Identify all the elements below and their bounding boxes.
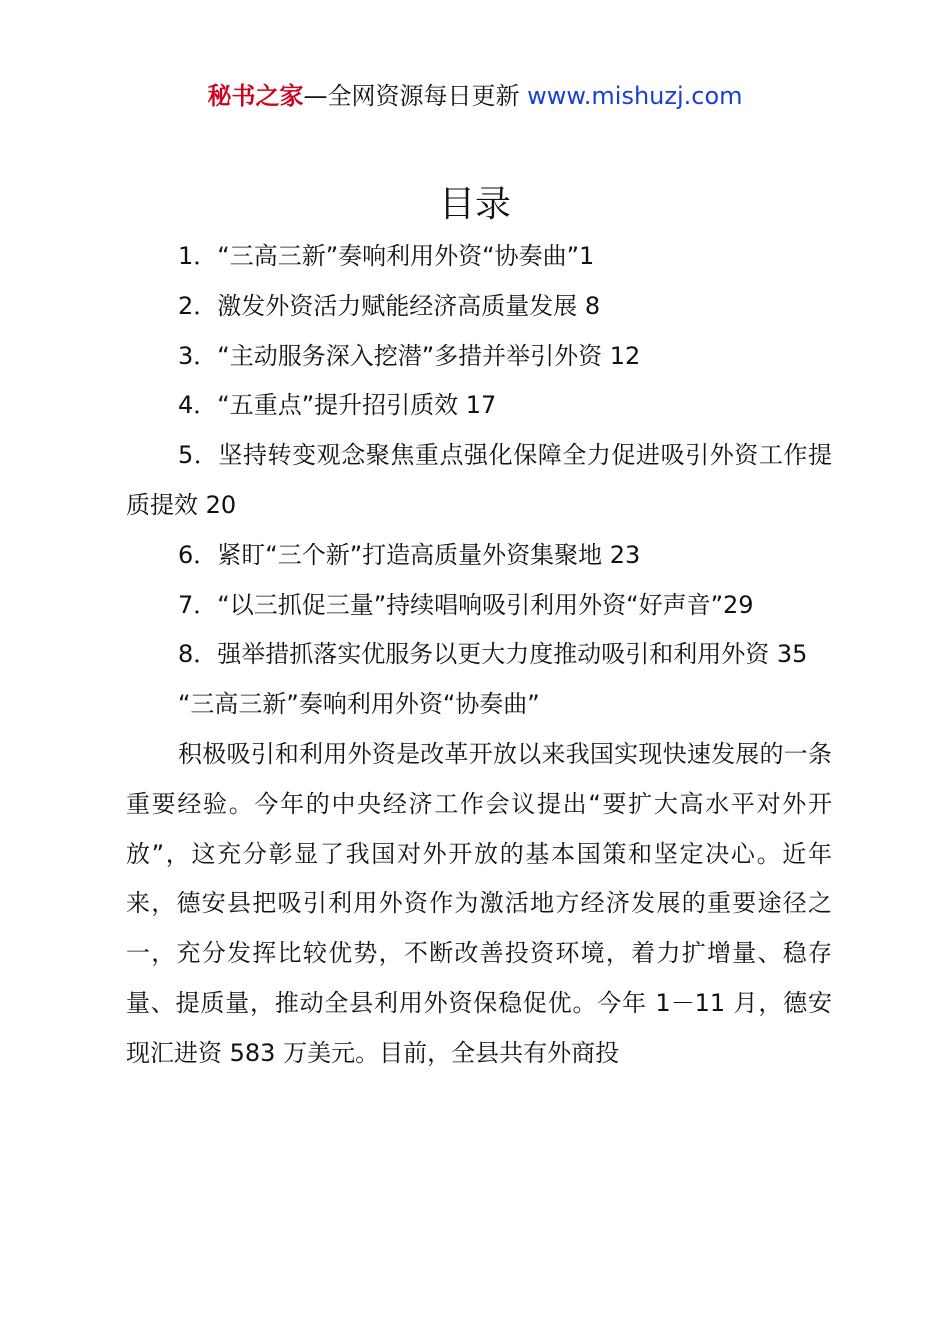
site-header <box>0 80 950 112</box>
brand-name: 秘书之家 <box>207 82 304 110</box>
toc-item-1: 1．“三高三新”奏响利用外资“协奏曲”1 <box>178 242 595 270</box>
article-paragraph: 积极吸引和利用外资是改革开放以来我国实现快速发展的一条重要经验。今年的中央经济工作会议提出“要扩大高水平对外开放”，这充分彰显了我国对外开放的基本国策和坚定决心。近年来，德安县把吸引利用外资作为激活地方经济发展的重要途径之一，充分发挥比较优势，不断改善投资环境，着力扩增量、稳存量、提质量，推动全县利用外资保稳促优。今年 1－11 月，德安现汇进资 583 万美元。目前，全县共有外商投 <box>126 739 832 1067</box>
document-body <box>126 232 832 1079</box>
toc-item-3: 3．“主动服务深入挖潜”多措并举引外资 12 <box>178 341 641 370</box>
toc-item-6: 6．紧盯“三个新”打造高质量外资集聚地 23 <box>178 540 641 569</box>
toc-item-4: 4．“五重点”提升招引质效 17 <box>178 391 497 420</box>
header-slogan: —全网资源每日更新 <box>303 82 528 110</box>
toc-item-2: 2．激发外资活力赋能经济高质量发展 8 <box>178 291 601 320</box>
toc-item-8: 8．强举措抓落实优服务以更大力度推动吸引和利用外资 35 <box>178 640 808 669</box>
site-url[interactable]: www.mishuzj.com <box>527 82 743 110</box>
toc-title: 目录 <box>438 184 511 225</box>
toc-item-7: 7．“以三抓促三量”持续唱响吸引利用外资“好声音”29 <box>178 590 754 619</box>
article-heading: “三高三新”奏响利用外资“协奏曲” <box>178 690 540 719</box>
toc-item-5: 5．坚持转变观念聚焦重点强化保障全力促进吸引外资工作提质提效 20 <box>126 441 832 519</box>
